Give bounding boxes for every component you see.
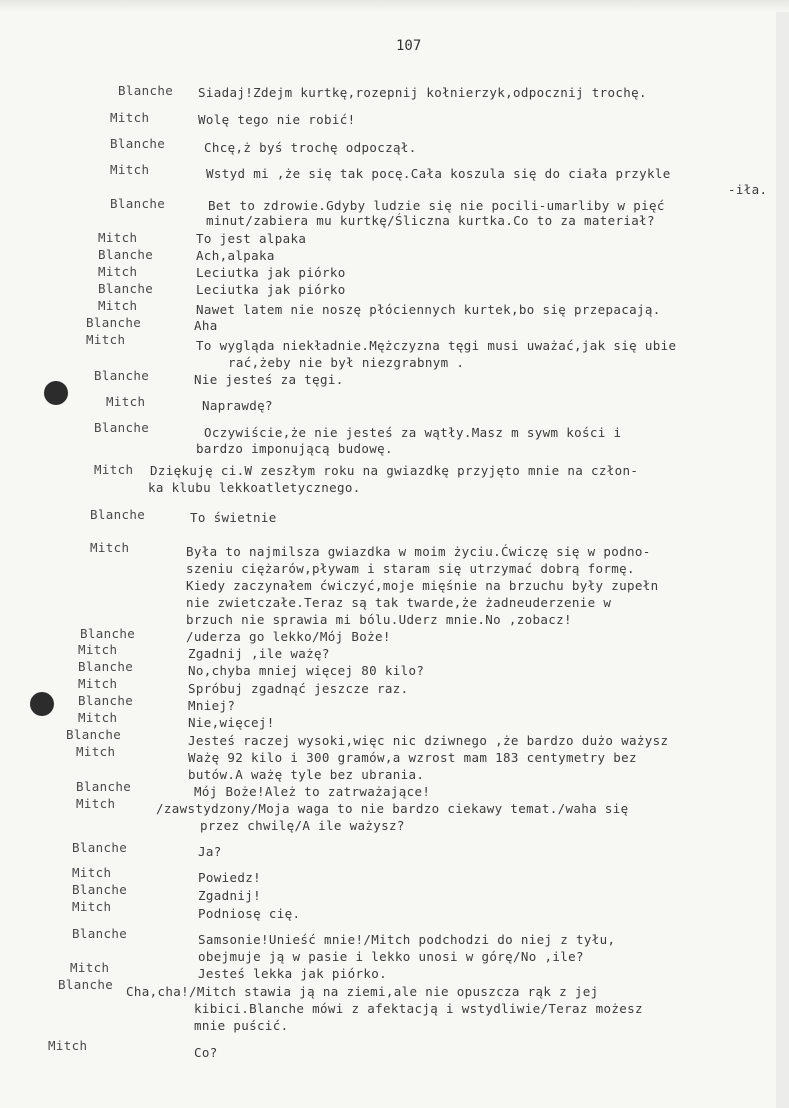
dialogue-line: Ach,alpaka	[196, 248, 275, 263]
speaker-name: Mitch	[98, 264, 138, 279]
dialogue-line: Oczywiście,że nie jesteś za wątły.Masz m sywm kości i	[204, 425, 622, 440]
punch-hole-icon	[30, 692, 54, 716]
speaker-name: Blanche	[86, 315, 142, 330]
dialogue-line: To jest alpaka	[196, 231, 307, 246]
speaker-name: Blanche	[66, 727, 122, 742]
dialogue-line: mnie puścić.	[194, 1018, 289, 1033]
speaker-name: Blanche	[98, 281, 154, 296]
dialogue-line: To świetnie	[190, 510, 277, 525]
speaker-name: Mitch	[78, 710, 118, 725]
dialogue-line: Chcę,ż byś trochę odpoczął.	[204, 140, 417, 155]
dialogue-line: Siadaj!Zdejm kurtkę,rozepnij kołnierzyk,odpocznij trochę.	[198, 85, 647, 100]
speaker-name: Blanche	[94, 420, 150, 435]
dialogue-line: Mniej?	[188, 698, 236, 713]
speaker-name: Blanche	[80, 626, 136, 641]
speaker-name: Mitch	[110, 110, 150, 125]
dialogue-line: Wolę tego nie robić!	[198, 112, 356, 127]
page-edge	[776, 0, 789, 1108]
dialogue-line: -iła.	[728, 182, 768, 197]
dialogue-line: rać,żeby nie był niezgrabnym .	[228, 355, 465, 370]
dialogue-line: bardzo imponującą budowę.	[196, 441, 393, 456]
dialogue-line: Ja?	[198, 844, 222, 859]
speaker-name: Mitch	[98, 298, 138, 313]
dialogue-line: kibici.Blanche mówi z afektacją i wstydliwie/Teraz możesz	[194, 1001, 643, 1016]
dialogue-line: Podniosę cię.	[198, 906, 301, 921]
dialogue-line: /uderza go lekko/Mój Boże!	[186, 629, 391, 644]
dialogue-line: Nie,więcej!	[188, 715, 275, 730]
dialogue-line: Mój Boże!Ależ to zatrważające!	[194, 784, 431, 799]
dialogue-line: ka klubu lekkoatletycznego.	[148, 480, 361, 495]
dialogue-line: Leciutka jak piórko	[196, 282, 346, 297]
dialogue-line: /zawstydzony/Moja waga to nie bardzo ciekawy temat./waha się	[156, 801, 629, 816]
speaker-name: Blanche	[72, 840, 128, 855]
dialogue-line: obejmuje ją w pasie i lekko unosi w górę/No ,ile?	[198, 949, 584, 964]
dialogue-line: Dziękuję ci.W zeszłym roku na gwiazdkę przyjęto mnie na człon-	[150, 463, 639, 478]
speaker-name: Blanche	[72, 882, 128, 897]
dialogue-line: No,chyba mniej więcej 80 kilo?	[188, 663, 425, 678]
speaker-name: Mitch	[76, 796, 116, 811]
dialogue-line: Nie jesteś za tęgi.	[194, 372, 344, 387]
dialogue-line: Wstyd mi ,że się tak pocę.Cała koszula się do ciała przykle	[206, 166, 671, 181]
dialogue-line: Jesteś raczej wysoki,więc nic dziwnego ,że bardzo dużo ważysz	[188, 733, 669, 748]
speaker-name: Mitch	[72, 899, 112, 914]
speaker-name: Blanche	[78, 659, 134, 674]
speaker-name: Blanche	[110, 196, 166, 211]
dialogue-line: szeniu ciężarów,pływam i staram się utrzymać dobrą formę.	[186, 561, 635, 576]
dialogue-line: brzuch nie sprawia mi bólu.Uderz mnie.No ,zobacz!	[186, 612, 572, 627]
speaker-name: Blanche	[90, 507, 146, 522]
dialogue-line: Bet to zdrowie.Gdyby ludzie się nie pocili-umarliby w pięć	[208, 198, 665, 213]
speaker-name: Blanche	[76, 779, 132, 794]
speaker-name: Mitch	[98, 230, 138, 245]
dialogue-line: Naprawdę?	[202, 398, 273, 413]
speaker-name: Mitch	[86, 332, 126, 347]
speaker-name: Mitch	[72, 865, 112, 880]
speaker-name: Mitch	[106, 394, 146, 409]
punch-hole-icon	[44, 381, 68, 405]
speaker-name: Blanche	[72, 926, 128, 941]
speaker-name: Mitch	[78, 642, 118, 657]
page-number: 107	[396, 38, 422, 54]
dialogue-line: Zgadnij ,ile ważę?	[188, 646, 330, 661]
dialogue-line: Ważę 92 kilo i 300 gramów,a wzrost mam 183 centymetry bez	[188, 750, 637, 765]
dialogue-line: Była to najmilsza gwiazdka w moim życiu.Ćwiczę się w podno-	[186, 544, 651, 559]
dialogue-line: Samsonie!Unieść mnie!/Mitch podchodzi do niej z tyłu,	[198, 932, 616, 947]
dialogue-line: Powiedz!	[198, 870, 262, 885]
speaker-name: Mitch	[90, 540, 130, 555]
speaker-name: Mitch	[48, 1038, 88, 1053]
dialogue-line: Nawet latem nie noszę płóciennych kurtek,bo się przepacają.	[196, 302, 661, 317]
dialogue-line: nie zwietczałe.Teraz są tak twarde,że żadneuderzenie w	[186, 595, 612, 610]
speaker-name: Blanche	[118, 83, 174, 98]
speaker-name: Mitch	[70, 960, 110, 975]
dialogue-line: Spróbuj zgadnąć jeszcze raz.	[188, 681, 409, 696]
speaker-name: Blanche	[98, 247, 154, 262]
dialogue-line: Zgadnij!	[198, 888, 262, 903]
speaker-name: Mitch	[76, 744, 116, 759]
speaker-name: Mitch	[78, 676, 118, 691]
speaker-name: Blanche	[110, 136, 166, 151]
dialogue-line: przez chwilę/A ile ważysz?	[200, 818, 405, 833]
dialogue-line: Cha,cha!/Mitch stawia ją na ziemi,ale nie opuszcza rąk z jej	[126, 984, 599, 999]
dialogue-line: Jesteś lekka jak piórko.	[198, 966, 388, 981]
dialogue-line: Co?	[194, 1045, 218, 1060]
dialogue-line: Leciutka jak piórko	[196, 265, 346, 280]
speaker-name: Mitch	[94, 462, 134, 477]
dialogue-line: butów.A ważę tyle bez ubrania.	[188, 767, 425, 782]
speaker-name: Blanche	[94, 368, 150, 383]
speaker-name: Blanche	[78, 693, 134, 708]
dialogue-line: Kiedy zaczynałem ćwiczyć,moje mięśnie na brzuchu były zupełn	[186, 578, 659, 593]
page-top-edge	[0, 0, 789, 12]
speaker-name: Blanche	[58, 977, 114, 992]
dialogue-line: Aha	[194, 318, 218, 333]
dialogue-line: To wygląda niekładnie.Mężczyzna tęgi musi uważać,jak się ubie	[196, 338, 677, 353]
speaker-name: Mitch	[110, 162, 150, 177]
dialogue-line: minut/zabiera mu kurtkę/Śliczna kurtka.Co to za materiał?	[206, 213, 655, 228]
